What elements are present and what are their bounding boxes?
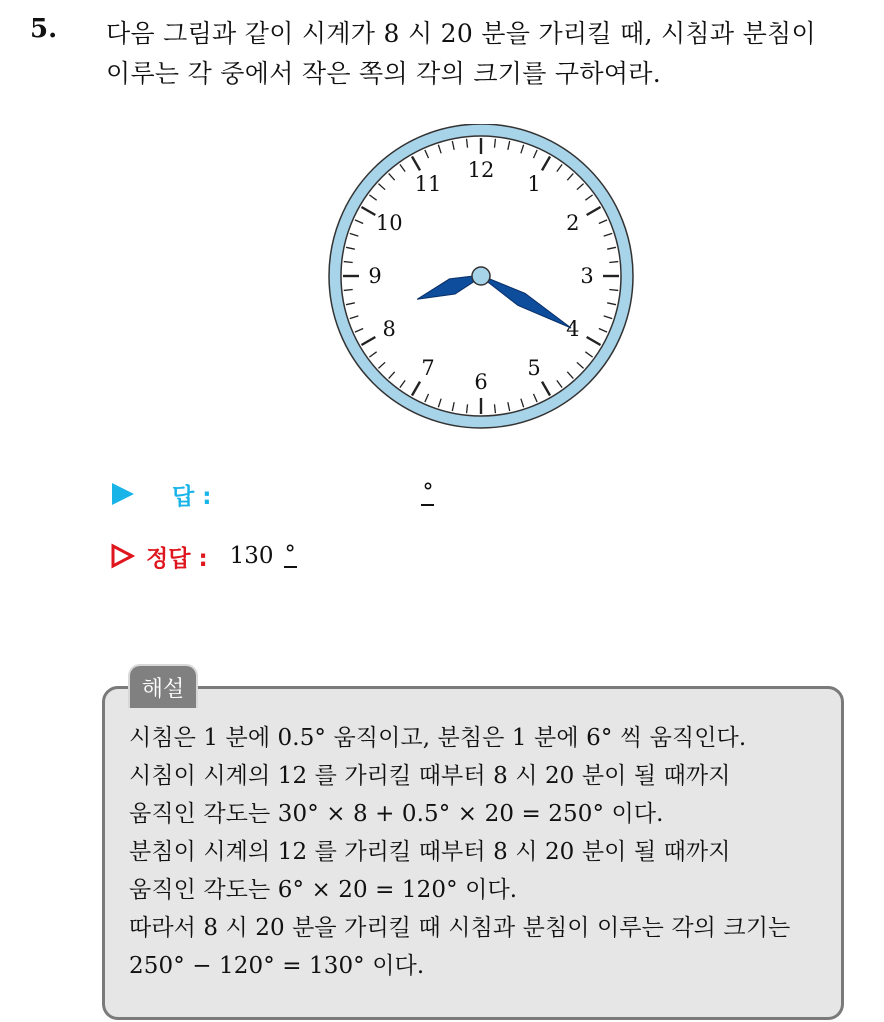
clock-number: 5 [527,355,541,380]
clock-number: 4 [566,317,580,341]
explanation-line: 따라서 8 시 20 분을 가리킬 때 시침과 분침이 이루는 각의 크기는 [129,915,791,941]
correct-unit: ° [284,542,296,567]
explanation-line: 움직인 각도는 30° × 8 + 0.5° × 20 = 250° 이다. [129,801,664,827]
explanation-line: 시침이 시계의 12 를 가리킬 때부터 8 시 20 분이 될 때까지 [129,763,731,789]
outline-play-triangle-icon [110,543,136,569]
clock-number: 3 [580,264,594,288]
answer-label: 답 : [172,483,212,510]
clock-figure [326,124,636,434]
correct-value: 130 [229,543,274,569]
clock-number: 11 [414,172,442,197]
explanation-line: 움직인 각도는 6° × 20 = 120° 이다. [129,877,518,903]
clock-number: 2 [566,211,580,235]
clock-number: 6 [474,370,488,394]
filled-play-triangle-icon [110,481,136,507]
answer-unit: ° [422,480,434,505]
problem-number: 5. [30,14,58,44]
explanation-line: 250° − 120° = 130° 이다. [129,953,425,979]
explanation-tag: 해설 [128,664,198,708]
explanation-line: 시침은 1 분에 0.5° 움직이고, 분침은 1 분에 6° 씩 움직인다. [129,725,747,751]
question-line: 이루는 각 중에서 작은 쪽의 각의 크기를 구하여라. [106,59,661,88]
correct-answer-row [110,536,297,576]
explanation-box [102,686,844,1020]
question-text [106,14,866,94]
clock-number: 12 [467,158,495,182]
question-line: 다음 그림과 같이 시계가 8 시 20 분을 가리킬 때, 시침과 분침이 [106,19,816,48]
clock-number: 10 [375,211,403,235]
clock-icon [326,124,636,434]
clock-center-pin [472,267,490,285]
explanation-line: 분침이 시계의 12 를 가리킬 때부터 8 시 20 분이 될 때까지 [129,839,731,865]
correct-label: 정답 : [146,545,208,572]
clock-number: 1 [527,172,541,197]
clock-number: 9 [368,264,382,288]
answer-row [110,474,434,514]
clock-number: 7 [421,355,435,380]
clock-number: 8 [382,317,396,341]
